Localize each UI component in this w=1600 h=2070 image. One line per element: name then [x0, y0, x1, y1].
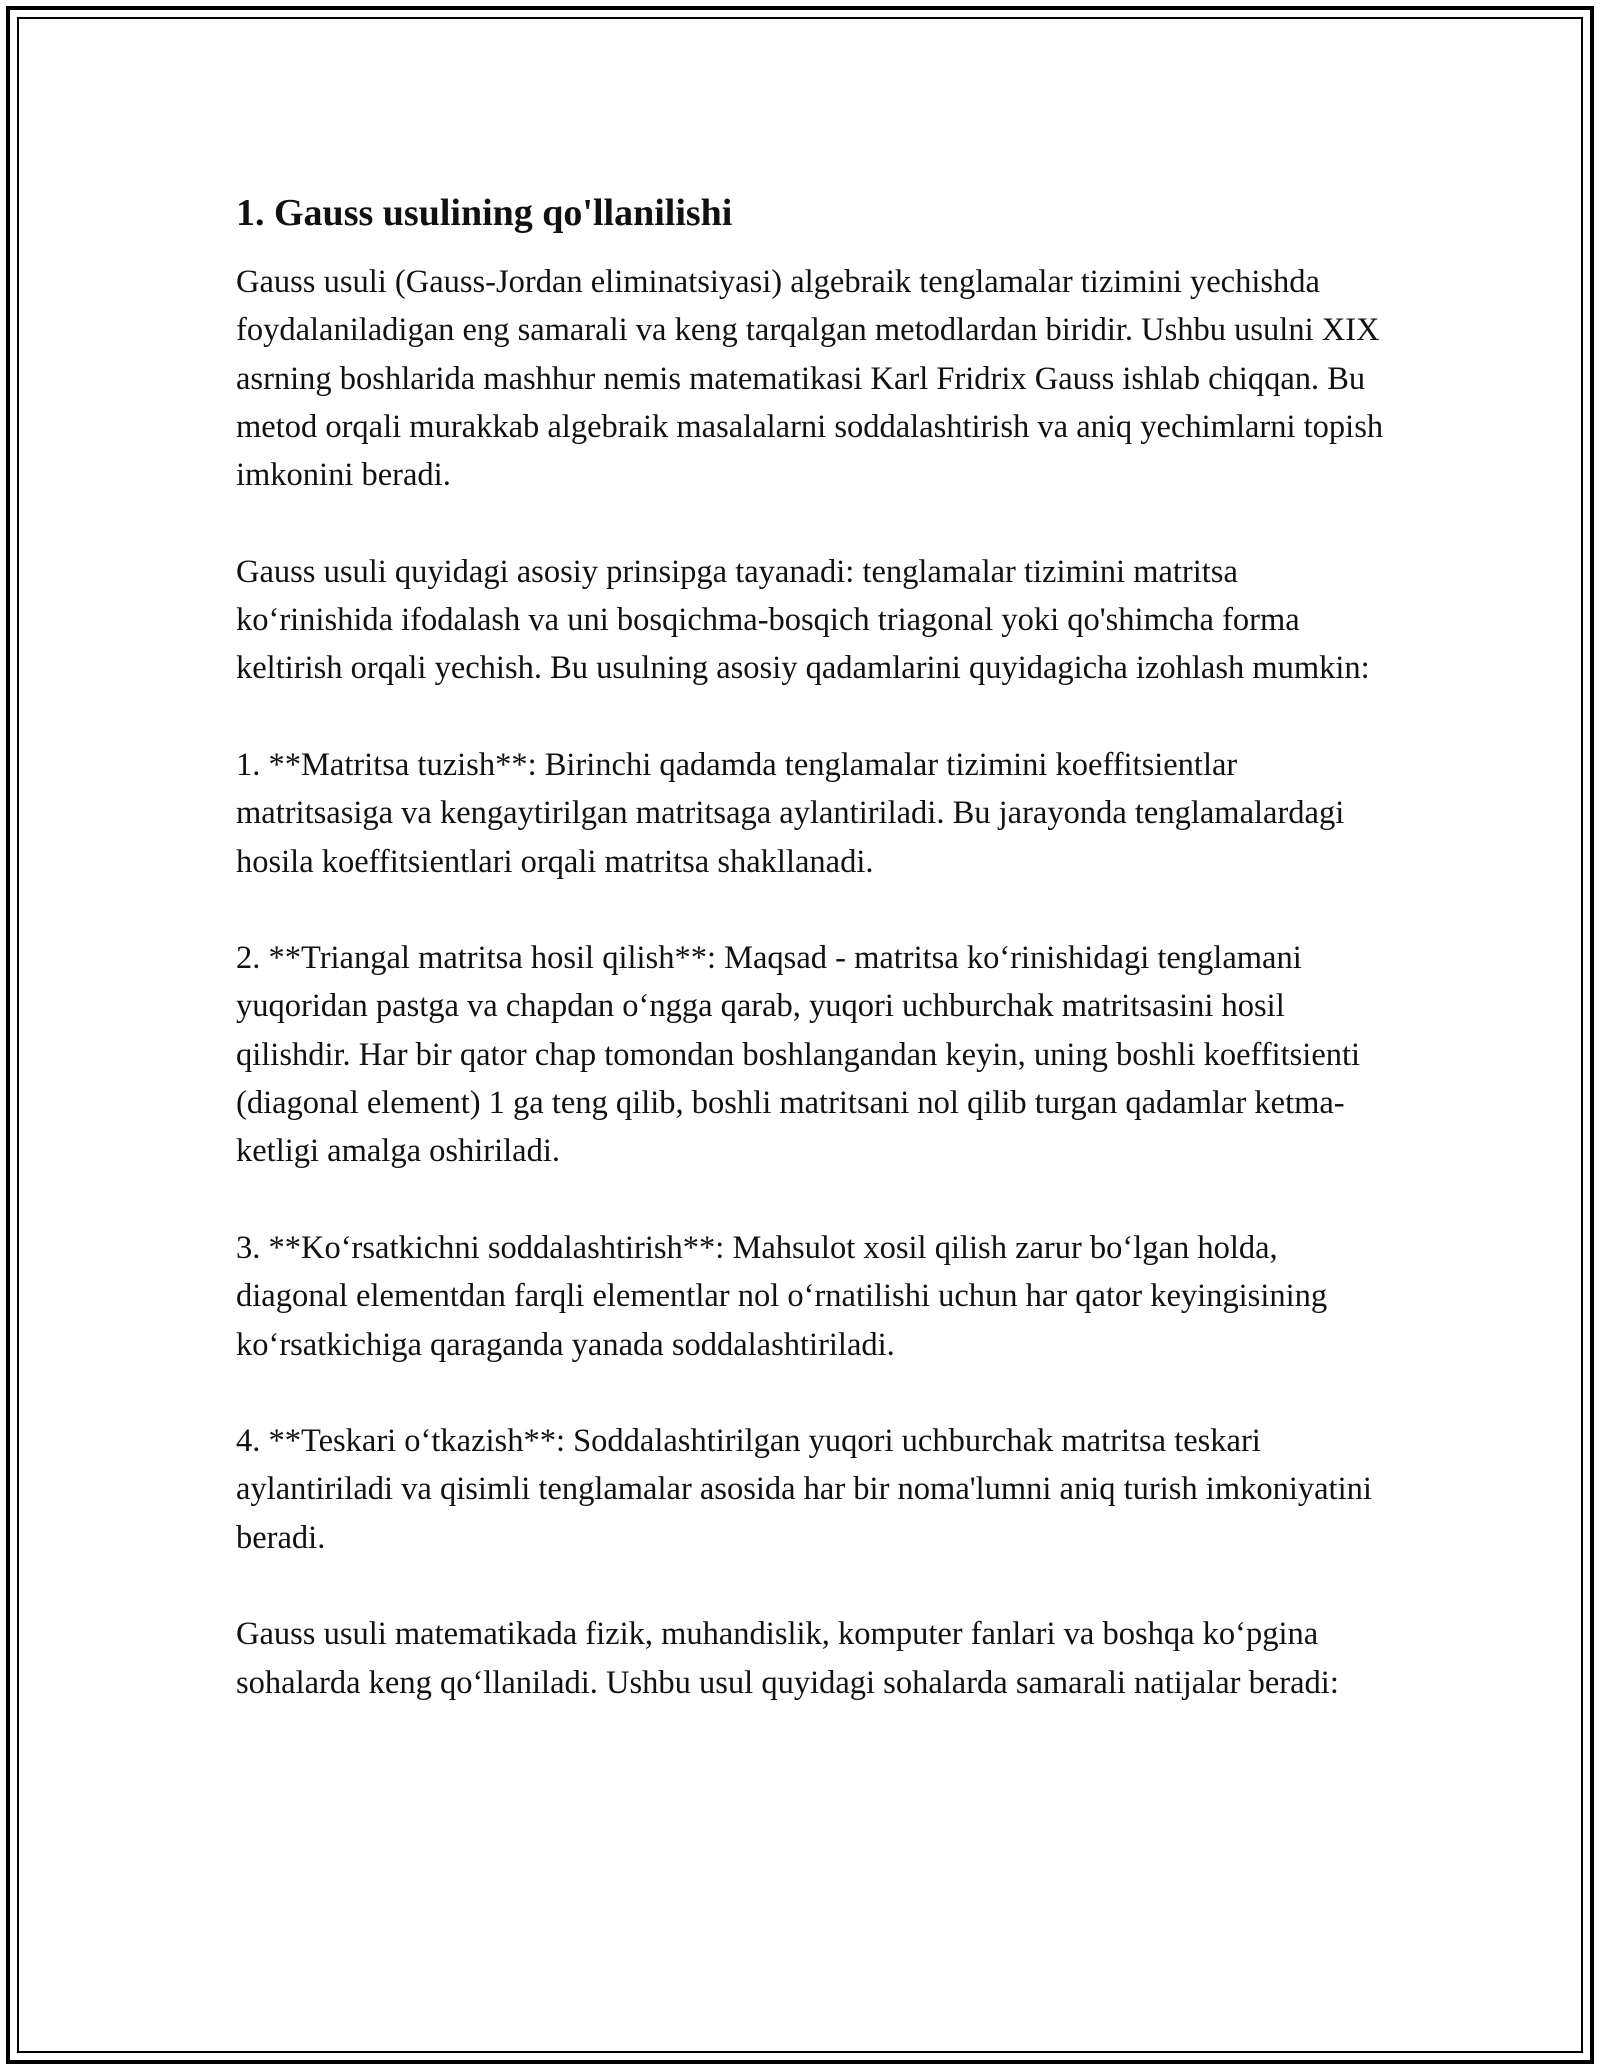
paragraph-step-1: 1. **Matritsa tuzish**: Birinchi qadamda tenglamalar tizimini koeffitsientlar matritsasiga va kengaytirilgan matritsaga aylantiriladi. Bu jarayonda tenglamalardagi hosila koeffitsientlari orqali matritsa shakllanadi.: [236, 746, 1345, 880]
paragraph-step-4: 4. **Teskari o‘tkazish**: Soddalashtirilgan yuqori uchburchak matritsa teskari aylantiriladi va qisimli tenglamalar asosida har bir noma'lumni aniq turish imkoniyatini beradi.: [236, 1423, 1372, 1556]
paragraph-step-3: 3. **Ko‘rsatkichni soddalashtirish**: Mahsulot xosil qilish zarur bo‘lgan holda, diagonal elementdan farqli elementlar nol o‘rnatilishi uchun har qator keyingisining ko‘rsatkichiga qaraganda yanada soddalashtiriladi.: [236, 1229, 1328, 1363]
section-heading: 1. Gauss usulining qo'llanilishi: [236, 192, 733, 234]
paragraph-principle: Gauss usuli quyidagi asosiy prinsipga tayanadi: tenglamalar tizimini matritsa ko‘rinishida ifodalash va uni bosqichma-bosqich triagonal yoki qo'shimcha forma keltirish orqali yechish. Bu usulning asosiy qadamlarini quyidagicha izohlash mumkin:: [236, 553, 1370, 687]
paragraph-applications: Gauss usuli matematikada fizik, muhandislik, komputer fanlari va boshqa ko‘pgina sohalarda keng qo‘llaniladi. Ushbu usul quyidagi sohalarda samarali natijalar beradi:: [236, 1616, 1339, 1701]
paragraph-intro: Gauss usuli (Gauss-Jordan eliminatsiyasi) algebraik tenglamalar tizimini yechishda foydalaniladigan eng samarali va keng tarqalgan metodlardan biridir. Ushbu usulni XIX asrning boshlarida mashhur nemis matematikasi Karl Fridrix Gauss ishlab chiqqan. Bu metod orqali murakkab algebraik masalalarni soddalashtirish va aniq yechimlarni topish imkonini beradi.: [236, 264, 1384, 494]
document-body: [236, 185, 1386, 1755]
paragraph-step-2: 2. **Triangal matritsa hosil qilish**: Maqsad - matritsa ko‘rinishidagi tenglamani yuqoridan pastga va chapdan o‘ngga qarab, yuqori uchburchak matritsasini hosil qilishdir. Har bir qator chap tomondan boshlangandan keyin, uning boshli koeffitsienti (diagonal element) 1 ga teng qilib, boshli matritsani nol qilib turgan qadamlar ketma-ketligi amalga oshiriladi.: [236, 940, 1361, 1170]
